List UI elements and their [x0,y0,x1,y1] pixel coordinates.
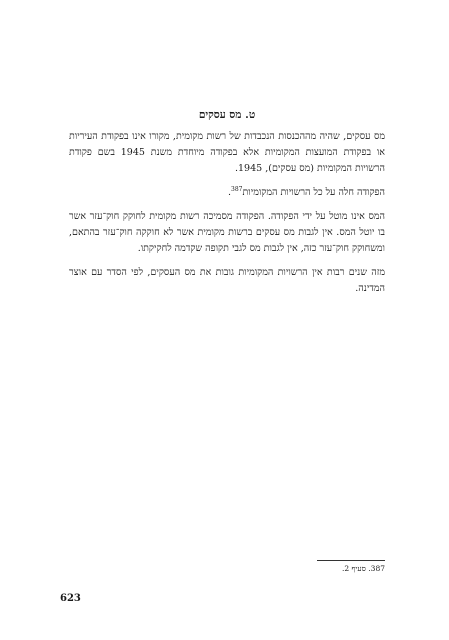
paragraph-1: מס עסקים, שהיה מההכנסות הנכבדות של רשות מקומית, מקורו אינו בפקודת העיריות או בפקודת המועצות המקומיות אלא בפקודה מיוחדת משנת 1945 בשם פקודת הרשויות המקומיות (מס עסקים), 1945. [69,131,385,174]
paragraph-2-text: הפקודה חלה על כל הרשויות המקומיות [242,187,385,198]
footnote-divider [317,560,385,561]
footnote: 387. סעיף 2. [341,564,385,573]
section-title: ט. מס עסקים [198,109,256,121]
paragraph-4: מזה שנים רבות אין הרשויות המקומיות גובות את מס העסקים, לפי הסדר עם אוצר המדינה. [69,267,385,294]
page-number: 623 [60,593,81,604]
main-content [69,107,385,305]
paragraph-2: הפקודה חלה על כל הרשויות המקומיות$^{387}$. [228,185,385,198]
footnote-reference[interactable]: 387 [231,185,243,193]
paragraph-3: המס אינו מוטל על ידי הפקודה. הפקודה מסמיכה רשות מקומית לחוקק חוק־עזר אשר בו יוטל המס. אין לגבות מס עסקים ברשות מקומית אשר לא חוקקה חוק־עזר בהתאם, ומשחוקק חוק־עזר כזה, אין לגבות מס לגבי תקופה שקדמה לחקיקתו. [69,211,385,254]
